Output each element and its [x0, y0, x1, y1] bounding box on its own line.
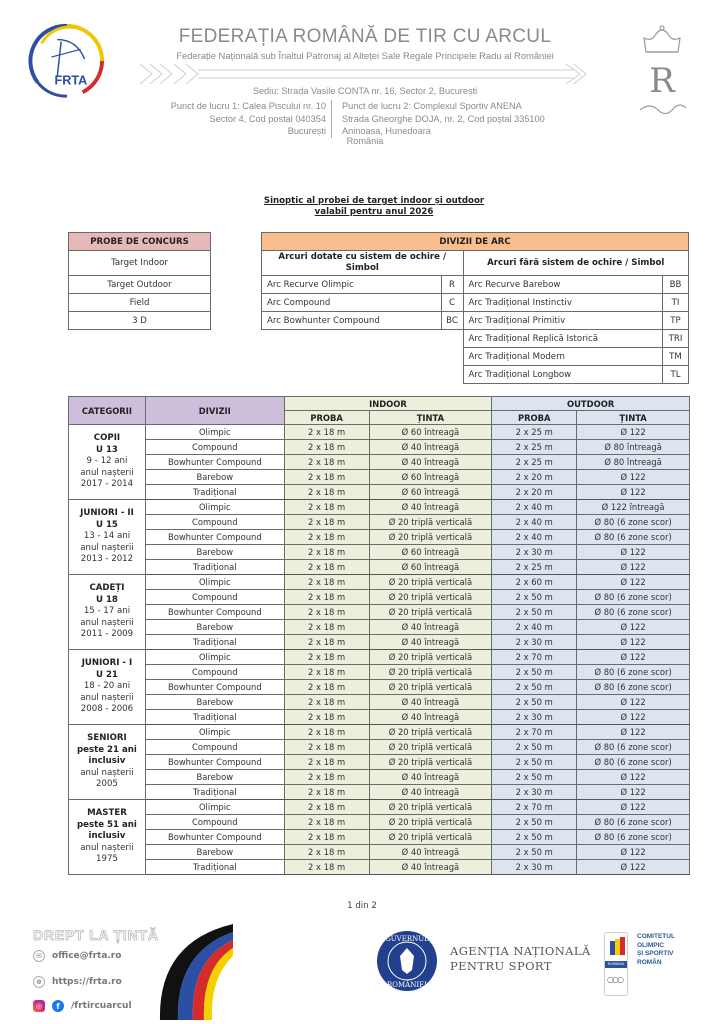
- division-cell: Compound: [145, 740, 284, 755]
- outdoor-target-cell: Ø 80 (6 zone scor): [577, 665, 690, 680]
- division-cell: Bowhunter Compound: [145, 755, 284, 770]
- division-cell: Tradițional: [145, 635, 284, 650]
- indoor-target-cell: Ø 40 întreagă: [369, 455, 492, 470]
- division-cell: Barebow: [145, 545, 284, 560]
- indoor-distance-cell: 2 x 18 m: [284, 815, 369, 830]
- indoor-distance-cell: 2 x 18 m: [284, 710, 369, 725]
- indoor-target-cell: Ø 40 întreagă: [369, 770, 492, 785]
- category-text: 9 - 12 ani: [86, 456, 128, 467]
- bow-symbol: TRI: [663, 330, 689, 348]
- category-text: anul nașterii: [80, 692, 134, 703]
- table-row: [69, 815, 690, 830]
- outdoor-target-cell: Ø 80 (6 zone scor): [577, 530, 690, 545]
- table-row: [69, 680, 690, 695]
- indoor-distance-cell: 2 x 18 m: [284, 740, 369, 755]
- indoor-distance-cell: 2 x 18 m: [284, 545, 369, 560]
- table-row: [69, 845, 690, 860]
- indoor-distance-cell: 2 x 18 m: [284, 860, 369, 875]
- category-text: anul nașterii: [80, 617, 134, 628]
- outdoor-target-cell: Ø 80 (6 zone scor): [577, 740, 690, 755]
- indoor-distance-cell: 2 x 18 m: [284, 470, 369, 485]
- cosr-logo-icon: ROMÂNIA ○○○: [604, 932, 628, 996]
- division-cell: Olimpic: [145, 800, 284, 815]
- division-cell: Compound: [145, 515, 284, 530]
- website-link[interactable]: https://frta.ro: [52, 977, 122, 987]
- outdoor-distance-cell: 2 x 30 m: [492, 545, 577, 560]
- category-text: JUNIORI - II: [80, 508, 134, 519]
- events-header: PROBE DE CONCURS: [69, 233, 211, 251]
- federation-subtitle: Federație Națională sub Înaltul Patronaj al Alteței Sale Regale Principele Radu al României: [176, 50, 554, 61]
- division-cell: Tradițional: [145, 860, 284, 875]
- category-text: anul nașterii: [80, 767, 134, 778]
- bow-name: Arc Tradițional Modern: [463, 348, 662, 366]
- outdoor-target-cell: Ø 122 întreagă: [577, 500, 690, 515]
- category-text: inclusiv: [88, 831, 126, 842]
- indoor-target-cell: Ø 20 triplă verticală: [369, 650, 492, 665]
- outdoor-target-cell: Ø 122: [577, 860, 690, 875]
- indoor-distance-cell: 2 x 18 m: [284, 650, 369, 665]
- indoor-target-cell: Ø 20 triplă verticală: [369, 815, 492, 830]
- category-cell: [69, 800, 146, 875]
- indoor-distance-cell: 2 x 18 m: [284, 785, 369, 800]
- category-text: anul nașterii: [80, 467, 134, 478]
- indoor-distance-cell: 2 x 18 m: [284, 620, 369, 635]
- outdoor-target-cell: Ø 80 (6 zone scor): [577, 605, 690, 620]
- outdoor-target-cell: Ø 122: [577, 470, 690, 485]
- table-row: [69, 485, 690, 500]
- category-cell: [69, 650, 146, 725]
- document-title: Sinoptic al probei de target indoor și outdoor valabil pentru anul 2026: [263, 196, 485, 217]
- outdoor-distance-cell: 2 x 25 m: [492, 425, 577, 440]
- table-row: [69, 500, 690, 515]
- table-row: [69, 605, 690, 620]
- category-text: 18 - 20 ani: [83, 681, 131, 692]
- category-text: U 18: [95, 594, 118, 605]
- country-label: România: [346, 136, 384, 146]
- bow-symbol: R: [441, 276, 463, 294]
- outdoor-target-cell: Ø 122: [577, 620, 690, 635]
- indoor-target-cell: Ø 20 triplă verticală: [369, 575, 492, 590]
- bow-symbol: BC: [441, 312, 463, 330]
- bow-symbol: TP: [663, 312, 689, 330]
- outdoor-target-cell: Ø 122: [577, 845, 690, 860]
- bow-name: Arc Tradițional Primitiv: [463, 312, 662, 330]
- bow-name: Arc Recurve Barebow: [463, 276, 662, 294]
- indoor-target-cell: Ø 20 triplă verticală: [369, 590, 492, 605]
- outdoor-target-cell: Ø 80 (6 zone scor): [577, 680, 690, 695]
- indoor-distance-cell: 2 x 18 m: [284, 515, 369, 530]
- outdoor-target-cell: Ø 122: [577, 710, 690, 725]
- outdoor-target-cell: Ø 122: [577, 545, 690, 560]
- outdoor-target-cell: Ø 80 (6 zone scor): [577, 815, 690, 830]
- outdoor-proba-header: PROBA: [492, 411, 577, 425]
- page-number: 1 din 2: [347, 901, 377, 911]
- table-row: [69, 800, 690, 815]
- competition-events-table: [68, 232, 211, 330]
- division-cell: Bowhunter Compound: [145, 680, 284, 695]
- outdoor-distance-cell: 2 x 25 m: [492, 455, 577, 470]
- bow-name: Arc Tradițional Longbow: [463, 366, 662, 384]
- event-cell: Field: [69, 294, 211, 312]
- outdoor-distance-cell: 2 x 50 m: [492, 740, 577, 755]
- outdoor-distance-cell: 2 x 20 m: [492, 470, 577, 485]
- bow-name: Arc Tradițional Instinctiv: [463, 294, 662, 312]
- category-cell: [69, 425, 146, 500]
- indoor-target-cell: Ø 40 întreagă: [369, 695, 492, 710]
- indoor-tinta-header: ȚINTA: [369, 411, 492, 425]
- indoor-distance-cell: 2 x 18 m: [284, 695, 369, 710]
- bow-symbol: TI: [663, 294, 689, 312]
- outdoor-distance-cell: 2 x 25 m: [492, 560, 577, 575]
- table-row: [69, 695, 690, 710]
- indoor-target-cell: Ø 40 întreagă: [369, 785, 492, 800]
- indoor-distance-cell: 2 x 18 m: [284, 770, 369, 785]
- outdoor-distance-cell: 2 x 40 m: [492, 620, 577, 635]
- indoor-target-cell: Ø 20 triplă verticală: [369, 665, 492, 680]
- category-text: 2008 - 2006: [80, 704, 134, 715]
- outdoor-distance-cell: 2 x 25 m: [492, 440, 577, 455]
- indoor-distance-cell: 2 x 18 m: [284, 455, 369, 470]
- indoor-target-cell: Ø 20 triplă verticală: [369, 755, 492, 770]
- indoor-target-cell: Ø 60 întreagă: [369, 560, 492, 575]
- table-row: [69, 470, 690, 485]
- category-text: 2017 - 2014: [80, 479, 134, 490]
- outdoor-distance-cell: 2 x 50 m: [492, 830, 577, 845]
- category-text: inclusiv: [88, 756, 126, 767]
- outdoor-target-cell: Ø 122: [577, 650, 690, 665]
- indoor-target-cell: Ø 20 triplă verticală: [369, 725, 492, 740]
- bow-symbol: BB: [663, 276, 689, 294]
- svg-text:GUVERNUL: GUVERNUL: [385, 935, 429, 943]
- indoor-distance-cell: 2 x 18 m: [284, 500, 369, 515]
- category-text: JUNIORI - I: [81, 658, 133, 669]
- table-row: [69, 770, 690, 785]
- outdoor-distance-cell: 2 x 20 m: [492, 485, 577, 500]
- category-text: 1975: [96, 854, 118, 865]
- outdoor-target-cell: Ø 122: [577, 725, 690, 740]
- table-row: [69, 590, 690, 605]
- bow-divisions-table: [261, 232, 689, 384]
- division-cell: Bowhunter Compound: [145, 530, 284, 545]
- federation-title: FEDERAȚIA ROMÂNĂ DE TIR CU ARCUL: [178, 26, 552, 47]
- outdoor-distance-cell: 2 x 50 m: [492, 770, 577, 785]
- bow-name: Arc Recurve Olimpic: [262, 276, 442, 294]
- outdoor-distance-cell: 2 x 50 m: [492, 695, 577, 710]
- division-cell: Barebow: [145, 695, 284, 710]
- table-row: [69, 530, 690, 545]
- indoor-target-cell: Ø 60 întreagă: [369, 470, 492, 485]
- indoor-distance-cell: 2 x 18 m: [284, 680, 369, 695]
- table-row: [69, 710, 690, 725]
- outdoor-target-cell: Ø 80 (6 zone scor): [577, 755, 690, 770]
- bow-name: Arc Compound: [262, 294, 442, 312]
- table-row: [69, 620, 690, 635]
- category-text: 2013 - 2012: [80, 554, 134, 565]
- outdoor-target-cell: Ø 80 (6 zone scor): [577, 830, 690, 845]
- outdoor-distance-cell: 2 x 50 m: [492, 815, 577, 830]
- outdoor-target-cell: Ø 122: [577, 770, 690, 785]
- category-cell: [69, 575, 146, 650]
- indoor-target-cell: Ø 40 întreagă: [369, 860, 492, 875]
- indoor-target-cell: Ø 20 triplă verticală: [369, 830, 492, 845]
- division-cell: Bowhunter Compound: [145, 605, 284, 620]
- indoor-distance-cell: 2 x 18 m: [284, 830, 369, 845]
- romanian-government-seal-icon: [376, 930, 438, 992]
- category-text: COPII: [93, 433, 121, 444]
- outdoor-header: OUTDOOR: [492, 397, 690, 411]
- division-cell: Olimpic: [145, 650, 284, 665]
- table-row: [69, 635, 690, 650]
- outdoor-target-cell: Ø 122: [577, 635, 690, 650]
- categories-header: CATEGORII: [69, 397, 146, 425]
- cosr-name: COMITETUL OLIMPIC ȘI SPORTIV ROMÂN: [637, 933, 675, 966]
- divisions-header: DIVIZII DE ARC: [262, 233, 689, 251]
- table-row: [69, 725, 690, 740]
- outdoor-target-cell: Ø 122: [577, 800, 690, 815]
- svg-text:FRTA: FRTA: [54, 73, 88, 88]
- indoor-target-cell: Ø 20 triplă verticală: [369, 515, 492, 530]
- outdoor-target-cell: Ø 80 (6 zone scor): [577, 590, 690, 605]
- outdoor-distance-cell: 2 x 50 m: [492, 605, 577, 620]
- bow-symbol: C: [441, 294, 463, 312]
- indoor-target-cell: Ø 60 întreagă: [369, 425, 492, 440]
- indoor-distance-cell: 2 x 18 m: [284, 485, 369, 500]
- social-handle[interactable]: /frtircuarcul: [71, 1001, 132, 1011]
- outdoor-target-cell: Ø 122: [577, 425, 690, 440]
- outdoor-target-cell: Ø 80 întreagă: [577, 440, 690, 455]
- indoor-distance-cell: 2 x 18 m: [284, 755, 369, 770]
- indoor-distance-cell: 2 x 18 m: [284, 425, 369, 440]
- outdoor-distance-cell: 2 x 50 m: [492, 845, 577, 860]
- tricolor-swoosh-icon: [138, 922, 233, 1020]
- category-text: peste 51 ani: [77, 819, 137, 830]
- outdoor-distance-cell: 2 x 40 m: [492, 515, 577, 530]
- headquarters-address: Sediu: Strada Vasile CONTA nr. 16, Sector 2, București: [252, 86, 478, 96]
- category-text: 13 - 14 ani: [83, 531, 131, 542]
- division-cell: Tradițional: [145, 560, 284, 575]
- royal-crown-monogram-icon: [636, 22, 688, 122]
- outdoor-distance-cell: 2 x 30 m: [492, 785, 577, 800]
- work-point-1-address: Punct de lucru 1: Calea Piscului nr. 10 Sector 4, Cod postal 040354 București: [140, 100, 332, 138]
- outdoor-distance-cell: 2 x 40 m: [492, 500, 577, 515]
- table-row: [69, 785, 690, 800]
- table-row: [69, 545, 690, 560]
- division-cell: Olimpic: [145, 725, 284, 740]
- category-text: 2011 - 2009: [80, 629, 134, 640]
- indoor-proba-header: PROBA: [284, 411, 369, 425]
- category-cell: [69, 725, 146, 800]
- outdoor-target-cell: Ø 122: [577, 695, 690, 710]
- division-cell: Compound: [145, 590, 284, 605]
- indoor-distance-cell: 2 x 18 m: [284, 635, 369, 650]
- indoor-distance-cell: 2 x 18 m: [284, 845, 369, 860]
- division-cell: Olimpic: [145, 425, 284, 440]
- division-cell: Compound: [145, 440, 284, 455]
- bow-symbol: TM: [663, 348, 689, 366]
- category-text: anul nașterii: [80, 842, 134, 853]
- indoor-target-cell: Ø 40 întreagă: [369, 440, 492, 455]
- table-row: [69, 755, 690, 770]
- empty-cell: [262, 348, 464, 366]
- indoor-target-cell: Ø 20 triplă verticală: [369, 530, 492, 545]
- table-row: [69, 860, 690, 875]
- category-text: peste 21 ani: [77, 744, 137, 755]
- outdoor-tinta-header: ȚINTA: [577, 411, 690, 425]
- table-row: [69, 575, 690, 590]
- indoor-distance-cell: 2 x 18 m: [284, 575, 369, 590]
- category-text: anul nașterii: [80, 542, 134, 553]
- outdoor-target-cell: Ø 122: [577, 575, 690, 590]
- indoor-distance-cell: 2 x 18 m: [284, 590, 369, 605]
- outdoor-distance-cell: 2 x 70 m: [492, 725, 577, 740]
- division-cell: Compound: [145, 815, 284, 830]
- instagram-icon[interactable]: ◎: [33, 1000, 45, 1012]
- outdoor-target-cell: Ø 122: [577, 560, 690, 575]
- indoor-distance-cell: 2 x 18 m: [284, 665, 369, 680]
- indoor-target-cell: Ø 40 întreagă: [369, 710, 492, 725]
- email-link[interactable]: office@frta.ro: [52, 951, 122, 961]
- division-cell: Tradițional: [145, 485, 284, 500]
- outdoor-distance-cell: 2 x 50 m: [492, 590, 577, 605]
- table-row: [69, 515, 690, 530]
- indoor-target-cell: Ø 20 triplă verticală: [369, 605, 492, 620]
- outdoor-target-cell: Ø 122: [577, 485, 690, 500]
- email-icon: ✉: [33, 950, 45, 962]
- division-cell: Barebow: [145, 620, 284, 635]
- event-cell: Target Outdoor: [69, 276, 211, 294]
- category-text: CADEȚI: [89, 583, 125, 594]
- slogan: DREPT LA ȚINTĂ: [33, 927, 159, 943]
- outdoor-distance-cell: 2 x 50 m: [492, 665, 577, 680]
- indoor-distance-cell: 2 x 18 m: [284, 605, 369, 620]
- indoor-target-cell: Ø 40 întreagă: [369, 500, 492, 515]
- category-text: U 15: [95, 519, 118, 530]
- outdoor-target-cell: Ø 80 (6 zone scor): [577, 515, 690, 530]
- empty-cell: [262, 330, 464, 348]
- division-cell: Barebow: [145, 470, 284, 485]
- table-row: [69, 830, 690, 845]
- outdoor-distance-cell: 2 x 30 m: [492, 635, 577, 650]
- indoor-distance-cell: 2 x 18 m: [284, 800, 369, 815]
- facebook-icon[interactable]: f: [52, 1000, 64, 1012]
- indoor-target-cell: Ø 40 întreagă: [369, 635, 492, 650]
- category-cell: [69, 500, 146, 575]
- event-cell: Target Indoor: [69, 251, 211, 276]
- indoor-target-cell: Ø 20 triplă verticală: [369, 800, 492, 815]
- website-contact: [33, 976, 122, 988]
- divisions-header: DIVIZII: [145, 397, 284, 425]
- indoor-target-cell: Ø 20 triplă verticală: [369, 740, 492, 755]
- outdoor-distance-cell: 2 x 40 m: [492, 530, 577, 545]
- category-text: U 13: [95, 444, 118, 455]
- outdoor-target-cell: Ø 122: [577, 785, 690, 800]
- category-text: SENIORI: [87, 733, 127, 744]
- outdoor-distance-cell: 2 x 30 m: [492, 860, 577, 875]
- categories-distances-table: [68, 396, 690, 875]
- with-sight-header: Arcuri dotate cu sistem de ochire / Simbol: [262, 251, 464, 276]
- division-cell: Tradițional: [145, 785, 284, 800]
- outdoor-distance-cell: 2 x 70 m: [492, 650, 577, 665]
- svg-text:R: R: [649, 61, 675, 101]
- category-text: 2005: [96, 779, 118, 790]
- without-sight-header: Arcuri fără sistem de ochire / Simbol: [463, 251, 688, 276]
- national-sport-agency: AGENȚIA NAȚIONALĂ PENTRU SPORT: [450, 944, 591, 973]
- table-row: [69, 650, 690, 665]
- empty-cell: [262, 366, 464, 384]
- table-row: [69, 440, 690, 455]
- indoor-target-cell: Ø 20 triplă verticală: [369, 680, 492, 695]
- indoor-distance-cell: 2 x 18 m: [284, 440, 369, 455]
- bow-name: Arc Tradițional Replică Istorică: [463, 330, 662, 348]
- bow-symbol: TL: [663, 366, 689, 384]
- event-cell: 3 D: [69, 312, 211, 330]
- email-contact: [33, 950, 121, 962]
- division-cell: Bowhunter Compound: [145, 455, 284, 470]
- social-contact: [33, 1000, 132, 1012]
- indoor-target-cell: Ø 60 întreagă: [369, 485, 492, 500]
- indoor-distance-cell: 2 x 18 m: [284, 560, 369, 575]
- indoor-target-cell: Ø 60 întreagă: [369, 545, 492, 560]
- outdoor-distance-cell: 2 x 50 m: [492, 680, 577, 695]
- category-text: U 21: [95, 669, 118, 680]
- division-cell: Barebow: [145, 845, 284, 860]
- indoor-distance-cell: 2 x 18 m: [284, 725, 369, 740]
- outdoor-distance-cell: 2 x 60 m: [492, 575, 577, 590]
- table-row: [69, 665, 690, 680]
- work-point-2-address: Punct de lucru 2: Complexul Sportiv ANENA Strada Gheorghe DOJA, nr. 2, Cod poștal 335100 Aninoasa, Hunedoara: [342, 101, 545, 136]
- category-text: 15 - 17 ani: [83, 606, 131, 617]
- decorative-arrows-icon: [138, 62, 588, 86]
- frta-logo-icon: [28, 22, 106, 100]
- division-cell: Bowhunter Compound: [145, 830, 284, 845]
- category-text: MASTER: [87, 808, 127, 819]
- indoor-header: INDOOR: [284, 397, 492, 411]
- division-cell: Tradițional: [145, 710, 284, 725]
- division-cell: Compound: [145, 665, 284, 680]
- outdoor-distance-cell: 2 x 30 m: [492, 710, 577, 725]
- division-cell: Olimpic: [145, 500, 284, 515]
- outdoor-distance-cell: 2 x 70 m: [492, 800, 577, 815]
- outdoor-target-cell: Ø 80 întreagă: [577, 455, 690, 470]
- indoor-target-cell: Ø 40 întreagă: [369, 845, 492, 860]
- division-cell: Olimpic: [145, 575, 284, 590]
- table-row: [69, 560, 690, 575]
- indoor-distance-cell: 2 x 18 m: [284, 530, 369, 545]
- indoor-target-cell: Ø 40 întreagă: [369, 620, 492, 635]
- globe-icon: ⊕: [33, 976, 45, 988]
- table-row: [69, 740, 690, 755]
- division-cell: Barebow: [145, 770, 284, 785]
- svg-text:ROMÂNIEI: ROMÂNIEI: [387, 981, 427, 989]
- outdoor-distance-cell: 2 x 50 m: [492, 755, 577, 770]
- table-row: [69, 425, 690, 440]
- table-row: [69, 455, 690, 470]
- bow-name: Arc Bowhunter Compound: [262, 312, 442, 330]
